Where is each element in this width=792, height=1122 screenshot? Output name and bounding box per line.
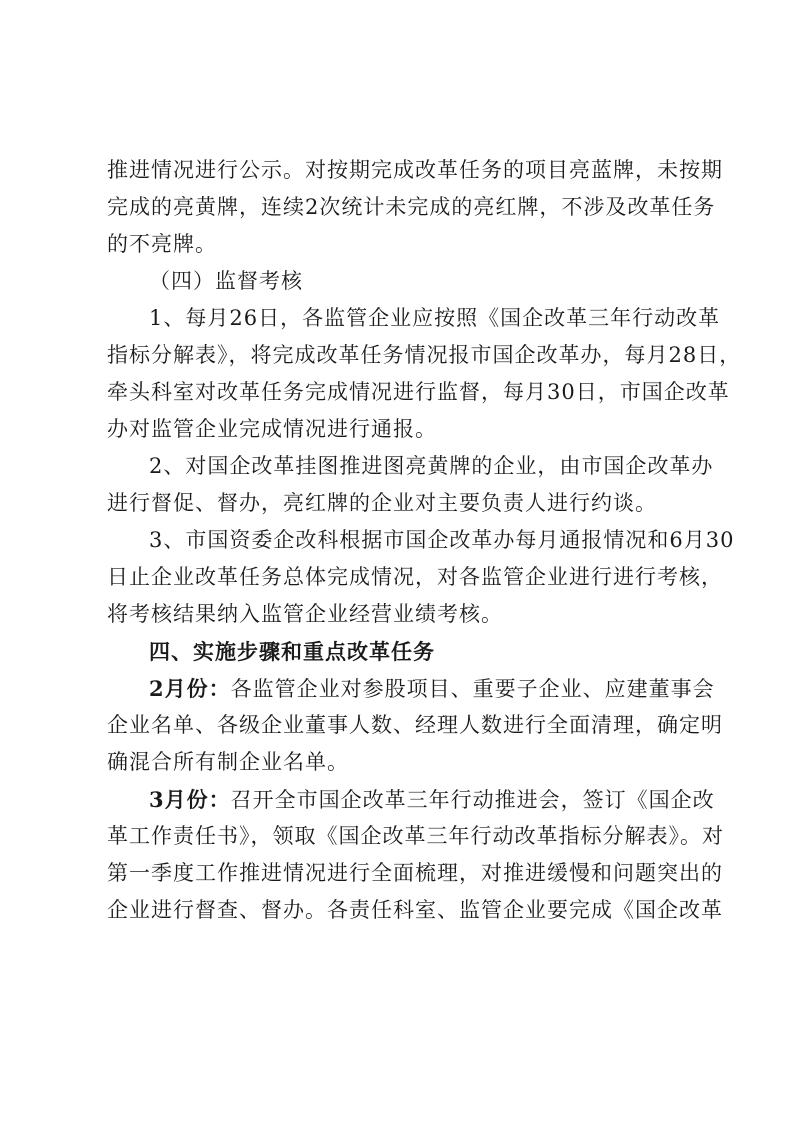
- paragraph-publicity: [107, 152, 723, 263]
- text-line: 的不亮牌。: [107, 232, 217, 256]
- text-line: 指标分解表》，将完成改革任务情况报市国企改革办，每月28日，: [107, 343, 742, 367]
- document-body: [107, 152, 742, 929]
- text-fragment: 召开全市国企改革三年行动推进会，签订《国企改: [230, 788, 715, 812]
- chapter-heading-steps: 四、实施步骤和重点改革任务: [149, 639, 435, 664]
- text-line: 确混合所有制企业名单。: [107, 750, 349, 774]
- paragraph-item-1: [107, 300, 742, 448]
- text-fragment: 各监管企业对参股项目、重要子企业、应建董事会: [230, 677, 715, 701]
- text-line: 革工作责任书》，领取《国企改革三年行动改革指标分解表》。对: [107, 824, 724, 848]
- text-line: 办对监管企业完成情况进行通报。: [107, 417, 437, 441]
- text-line: 企业进行督查、督办。各责任科室、监管企业要完成《国企改革: [107, 898, 723, 922]
- section-heading-supervision: （四）监督考核: [149, 269, 303, 293]
- text-line: [107, 781, 715, 818]
- text-line: 推进情况进行公示。对按期完成改革任务的项目亮蓝牌，未按期: [107, 158, 723, 182]
- text-line: 2、对国企改革挂图推进图亮黄牌的企业，由市国企改革办: [149, 454, 714, 478]
- text-line: 1、每月26日，各监管企业应按照《国企改革三年行动改革: [149, 306, 721, 330]
- text-line: [107, 670, 715, 707]
- paragraph-march: [107, 781, 724, 929]
- paragraph-item-3: [107, 522, 735, 633]
- text-line: 企业名单、各级企业董事人数、经理人数进行全面清理，确定明: [107, 713, 723, 737]
- text-line: 3、市国资委企改科根据市国企改革办每月通报情况和6月30: [149, 528, 735, 552]
- paragraph-item-2: [107, 448, 714, 522]
- text-line: 日止企业改革任务总体完成情况，对各监管企业进行进行考核，: [107, 565, 723, 589]
- month-label-february: 2月份：: [149, 676, 231, 701]
- text-line: 牵头科室对改革任务完成情况进行监督，每月30日，市国企改革: [107, 380, 730, 404]
- text-line: 第一季度工作推进情况进行全面梳理，对推进缓慢和问题突出的: [107, 861, 723, 885]
- text-line: 进行督促、督办，亮红牌的企业对主要负责人进行约谈。: [107, 491, 657, 515]
- text-line: 完成的亮黄牌，连续2次统计未完成的亮红牌，不涉及改革任务: [107, 195, 716, 219]
- text-line: 将考核结果纳入监管企业经营业绩考核。: [107, 602, 503, 626]
- month-label-march: 3月份：: [149, 787, 231, 812]
- paragraph-february: [107, 670, 723, 781]
